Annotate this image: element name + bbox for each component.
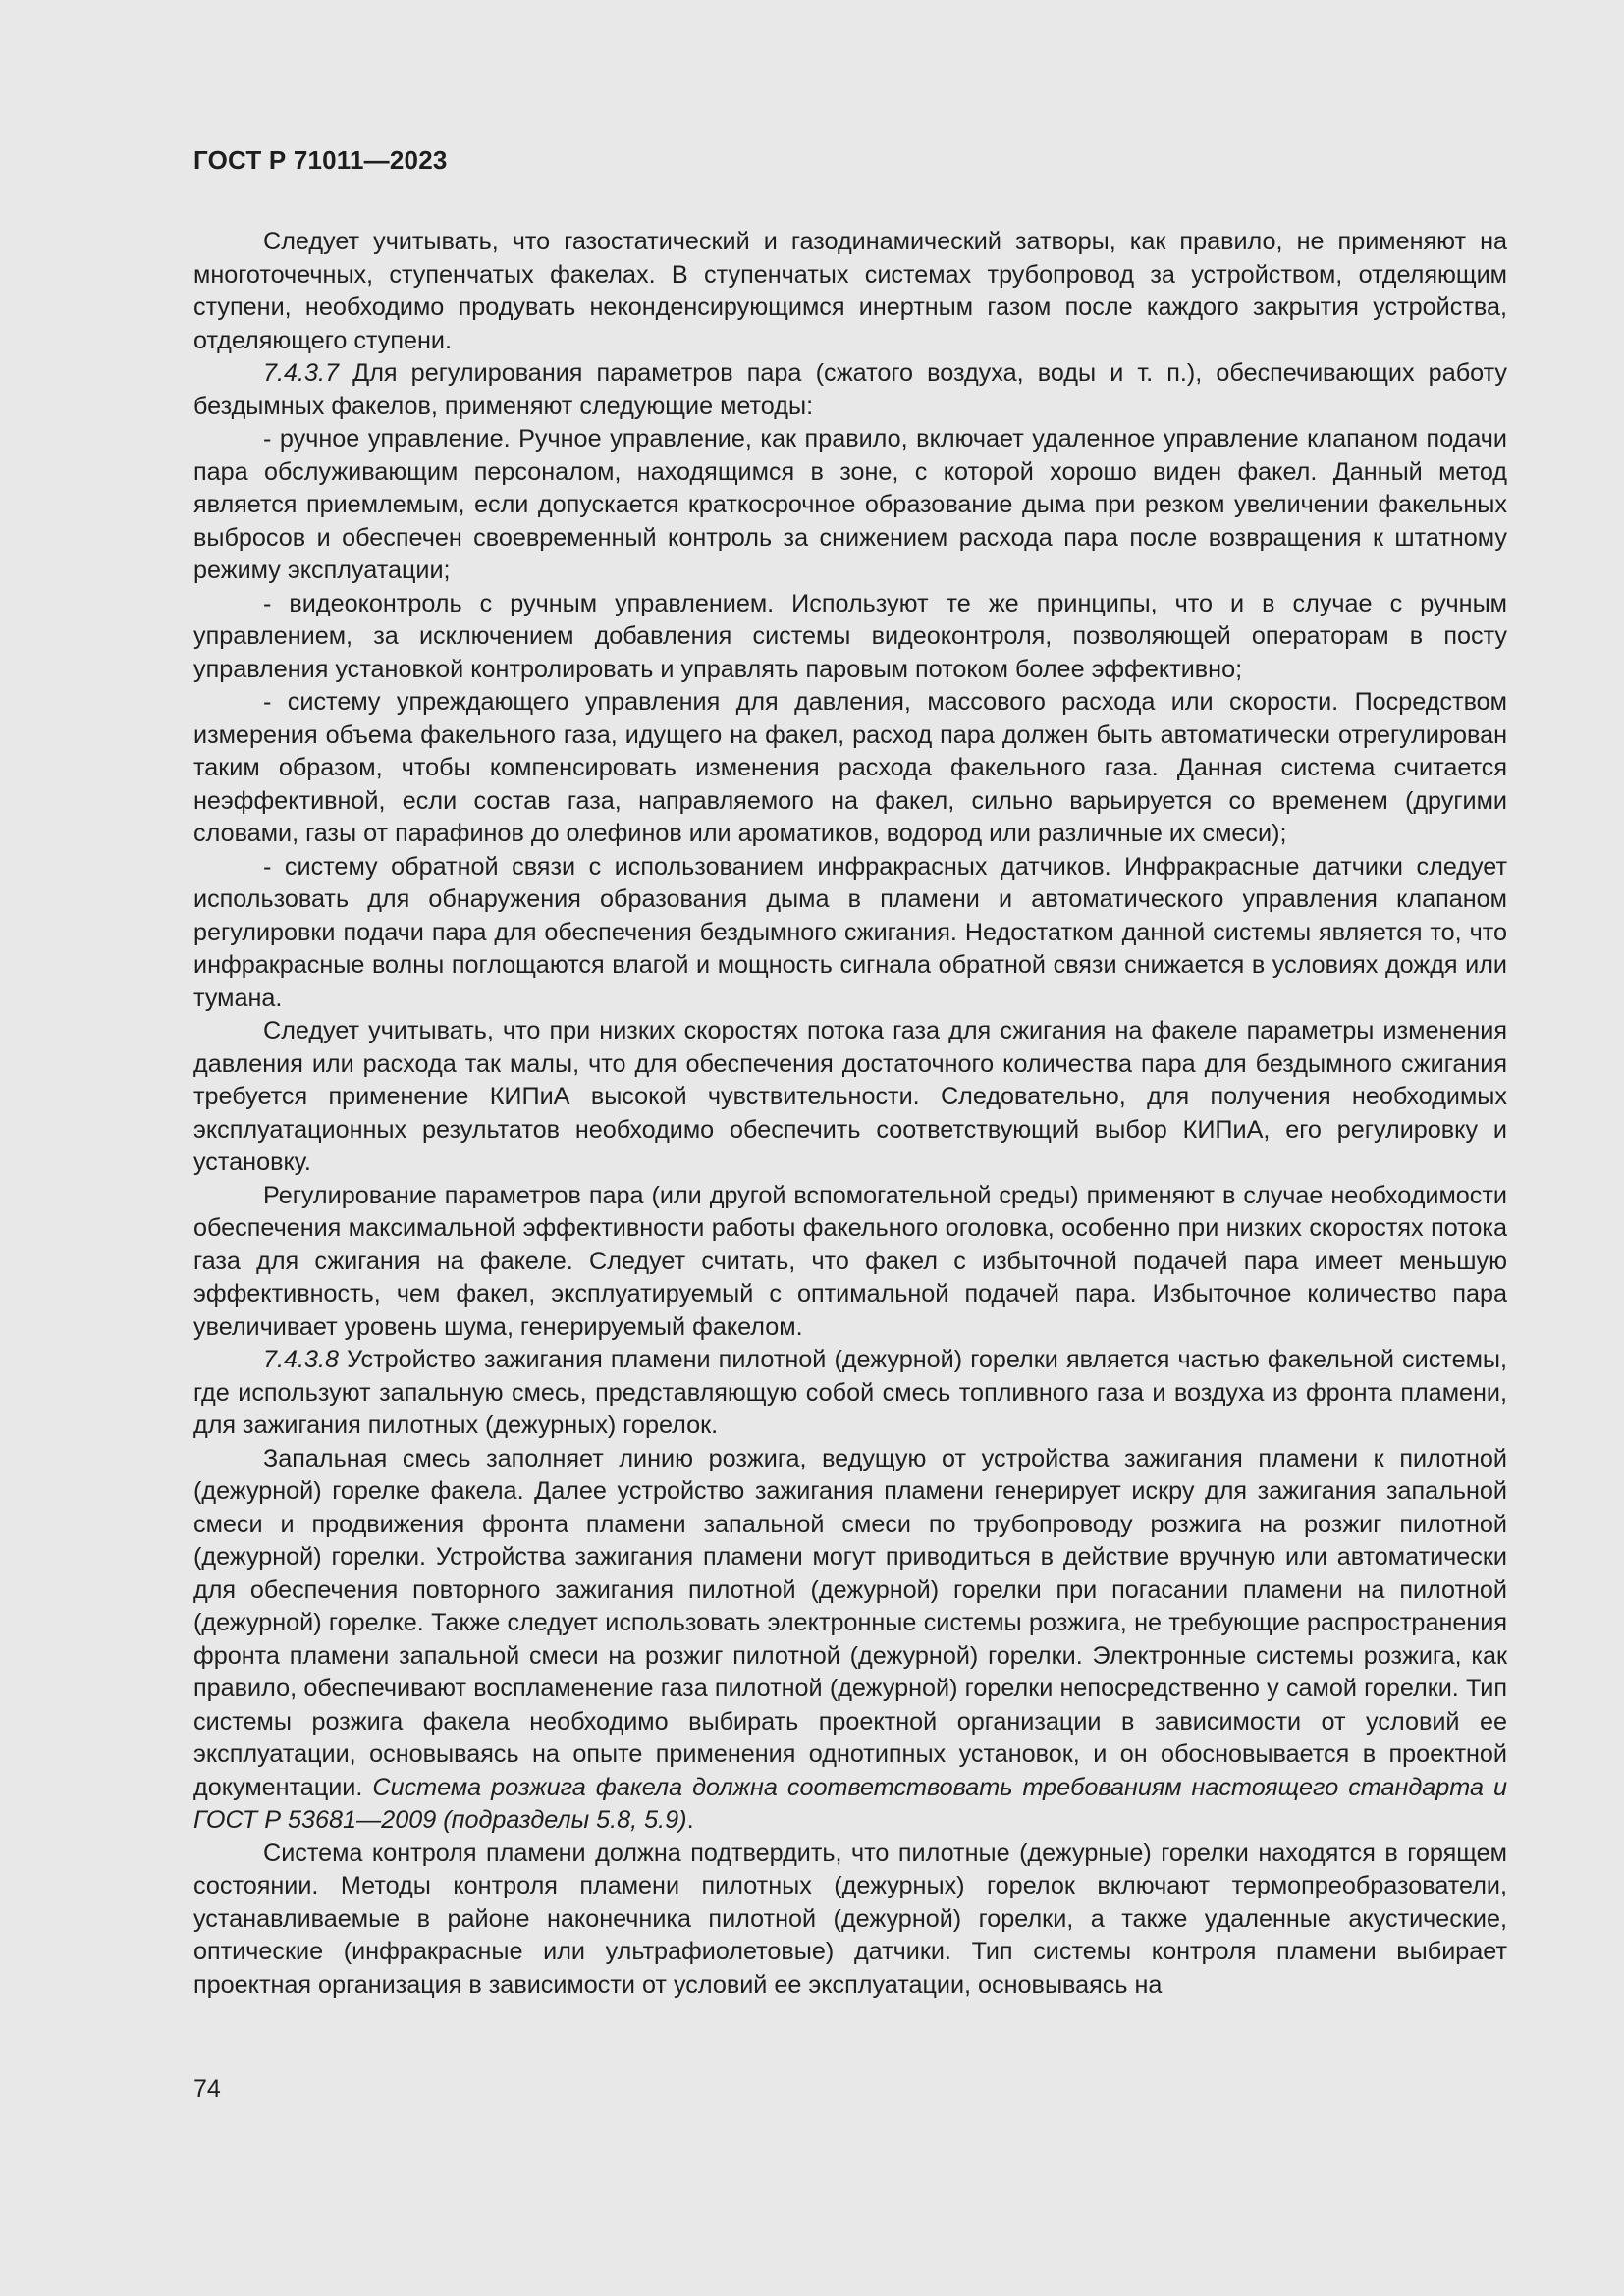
paragraph-text: Следует учитывать, что при низких скоростях потока газа для сжигания на факеле параметры изменения давления или расхода так малы, что для обеспечения достаточного количества пара для бездымного сжигания требуется применение КИПиА высокой чувствительности. Следовательно, для получения необходимых эксплуатационных результатов необходимо обеспечить соответствующий выбор КИПиА, его регулировку и установку.	[193, 1017, 1507, 1176]
page-number: 74	[193, 2075, 221, 2103]
clause-7-4-3-8	[193, 1344, 1507, 1443]
paragraph-text: Для регулирования параметров пара (сжатого воздуха, воды и т. п.), обеспечивающих работу бездымных факелов, применяют следующие методы:	[193, 359, 1507, 420]
document-body	[193, 226, 1507, 2002]
paragraph-ignition-mixture	[193, 1443, 1507, 1838]
list-item-video-control	[193, 588, 1507, 687]
standard-header: ГОСТ Р 71011—2023	[193, 145, 448, 175]
list-item-feedforward-control	[193, 686, 1507, 851]
paragraph-steam-regulation	[193, 1180, 1507, 1345]
paragraph-tail: .	[686, 1806, 694, 1834]
paragraph-text: - систему обратной связи с использованием инфракрасных датчиков. Инфракрасные датчики следует использовать для обнаружения образования дыма в пламени и автоматического управления клапаном регулировки подачи пара для обеспечения бездымного сжигания. Недостатком данной системы является то, что инфракрасные волны поглощаются влагой и мощность сигнала обратной связи снижается в условиях дождя или тумана.	[193, 852, 1507, 1012]
paragraph-text: Регулирование параметров пара (или другой вспомогательной среды) применяют в случае необходимости обеспечения максимальной эффективности работы факельного оголовка, особенно при низких скоростях потока газа для сжигания на факеле. Следует считать, что факел с избыточной подачей пара имеет меньшую эффективность, чем факел, эксплуатируемый с оптимальной подачей пара. Избыточное количество пара увеличивает уровень шума, генерируемый факелом.	[193, 1181, 1507, 1341]
paragraph-text: - ручное управление. Ручное управление, как правило, включает удаленное управление клапаном подачи пара обслуживающим персоналом, находящимся в зоне, с которой хорошо виден факел. Данный метод является приемлемым, если допускается краткосрочное образование дыма при резком увеличении факельных выбросов и обеспечен своевременный контроль за снижением расхода пара после возвращения к штатному режиму эксплуатации;	[193, 425, 1507, 584]
paragraph-text: - видеоконтроль с ручным управлением. Используют те же принципы, что и в случае с ручным управлением, за исключением добавления системы видеоконтроля, позволяющей операторам в посту управления установкой контролировать и управлять паровым потоком более эффективно;	[193, 589, 1507, 683]
paragraph-text: - систему упреждающего управления для давления, массового расхода или скорости. Посредством измерения объема факельного газа, идущего на факел, расход пара должен быть автоматически отрегулирован таким образом, чтобы компенсировать изменения расхода факельного газа. Данная система считается неэффективной, если состав газа, направляемого на факел, сильно варьируется со временем (другими словами, газы от парафинов до олефинов или ароматиков, водород или различные их смеси);	[193, 688, 1507, 847]
list-item-infrared-feedback	[193, 851, 1507, 1016]
clause-7-4-3-7	[193, 357, 1507, 423]
clause-number: 7.4.3.7	[263, 359, 340, 387]
paragraph-seals-note	[193, 226, 1507, 357]
paragraph-flame-monitoring	[193, 1838, 1507, 2002]
paragraph-text: Устройство зажигания пламени пилотной (дежурной) горелки является частью факельной системы, где используют запальную смесь, представляющую собой смесь топливного газа и воздуха из фронта пламени, для зажигания пилотных (дежурных) горелок.	[193, 1346, 1507, 1439]
clause-number: 7.4.3.8	[263, 1346, 340, 1373]
paragraph-low-flow-instruments	[193, 1015, 1507, 1180]
paragraph-text: Следует учитывать, что газостатический и газодинамический затворы, как правило, не применяют на многоточечных, ступенчатых факелах. В ступенчатых системах трубопровод за устройством, отделяющим ступени, необходимо продувать неконденсирующимся инертным газом после каждого закрытия устройства, отделяющего ступени.	[193, 228, 1507, 354]
paragraph-text: Система контроля пламени должна подтвердить, что пилотные (дежурные) горелки находятся в горящем состоянии. Методы контроля пламени пилотных (дежурных) горелок включают термопреобразователи, устанавливаемые в районе наконечника пилотной (дежурной) горелки, а также удаленные акустические, оптические (инфракрасные или ультрафиолетовые) датчики. Тип системы контроля пламени выбирает проектная организация в зависимости от условий ее эксплуатации, основываясь на	[193, 1839, 1507, 1999]
paragraph-italic-requirement: Система розжига факела должна соответствовать требованиям настоящего стандарта и ГОСТ Р 53681—2009 (подразделы 5.8, 5.9)	[193, 1773, 1507, 1834]
list-item-manual-control	[193, 423, 1507, 588]
paragraph-text: Запальная смесь заполняет линию розжига, ведущую от устройства зажигания пламени к пилотной (дежурной) горелке факела. Далее устройство зажигания пламени генерирует искру для зажигания запальной смеси и продвижения фронта пламени запальной смеси по трубопроводу розжига на розжиг пилотной (дежурной) горелки. Устройства зажигания пламени могут приводиться в действие вручную или автоматически для обеспечения повторного зажигания пилотной (дежурной) горелки при погасании пламени на пилотной (дежурной) горелке. Также следует использовать электронные системы розжига, не требующие распространения фронта пламени запальной смеси на розжиг пилотной (дежурной) горелки. Электронные системы розжига, как правило, обеспечивают воспламенение газа пилотной (дежурной) горелки непосредственно у самой горелки. Тип системы розжига факела необходимо выбирать проектной организации в зависимости от условий ее эксплуатации, основываясь на опыте применения однотипных установок, и он обосновывается в проектной документации.	[193, 1444, 1507, 1801]
